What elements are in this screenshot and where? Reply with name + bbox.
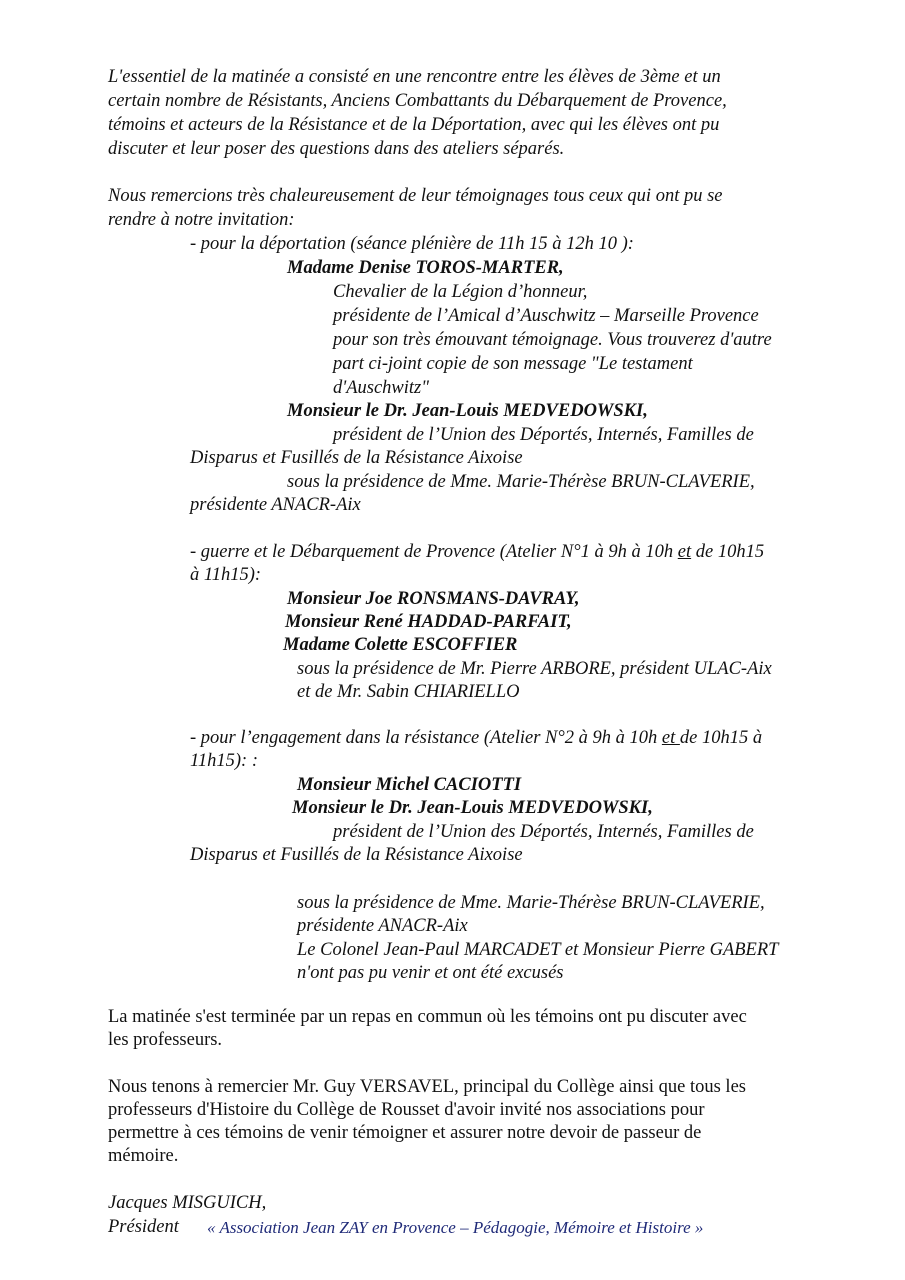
- witness-name: Monsieur le Dr. Jean-Louis MEDVEDOWSKI,: [292, 798, 653, 818]
- remerciement-line: mémoire.: [108, 1146, 179, 1166]
- engagement-heading: - pour l’engagement dans la résistance (Atelier N°2 à 9h à 10h et de 10h15 à: [190, 728, 763, 748]
- underlined-et: et: [677, 542, 692, 562]
- intro-line: témoins et acteurs de la Résistance et de la Déportation, avec qui les élèves ont pu: [108, 115, 720, 135]
- presidence-line: n'ont pas pu venir et ont été excusés: [297, 963, 564, 983]
- underlined-et: et: [661, 728, 680, 748]
- witness-detail: part ci-joint copie de son message "Le testament: [333, 354, 693, 374]
- presidence-line: présidente ANACR-Aix: [297, 916, 468, 936]
- witness-detail: Disparus et Fusillés de la Résistance Aixoise: [190, 448, 523, 468]
- witness-name: Madame Colette ESCOFFIER: [283, 635, 518, 655]
- witness-name: Monsieur Michel CACIOTTI: [297, 775, 522, 795]
- presidence-line: présidente ANACR-Aix: [190, 495, 361, 515]
- witness-detail: président de l’Union des Déportés, Internés, Familles de: [333, 822, 754, 842]
- thanks-line: Nous remercions très chaleureusement de leur témoignages tous ceux qui ont pu se: [108, 186, 723, 206]
- witness-name: Madame Denise TOROS-MARTER,: [287, 258, 564, 278]
- presidence-line: sous la présidence de Mme. Marie-Thérèse BRUN-CLAVERIE,: [297, 893, 765, 913]
- remerciement-line: professeurs d'Histoire du Collège de Rousset d'avoir invité nos associations pour: [108, 1100, 705, 1120]
- guerre-heading-cont: à 11h15):: [190, 565, 262, 585]
- remerciement-line: Nous tenons à remercier Mr. Guy VERSAVEL, principal du Collège ainsi que tous les: [108, 1077, 746, 1097]
- presidence-line: et de Mr. Sabin CHIARIELLO: [297, 682, 520, 702]
- signature-title: Président: [108, 1217, 179, 1237]
- presidence-line: sous la présidence de Mme. Marie-Thérèse BRUN-CLAVERIE,: [287, 472, 755, 492]
- intro-line: certain nombre de Résistants, Anciens Combattants du Débarquement de Provence,: [108, 91, 727, 111]
- intro-line: discuter et leur poser des questions dans des ateliers séparés.: [108, 139, 565, 159]
- witness-name: Monsieur Joe RONSMANS-DAVRAY,: [287, 589, 580, 609]
- witness-detail: président de l’Union des Déportés, Internés, Familles de: [333, 425, 754, 445]
- witness-detail: Disparus et Fusillés de la Résistance Aixoise: [190, 845, 523, 865]
- presidence-line: Le Colonel Jean-Paul MARCADET et Monsieur Pierre GABERT: [297, 940, 779, 960]
- guerre-heading: - guerre et le Débarquement de Provence (Atelier N°1 à 9h à 10h et de 10h15: [190, 542, 765, 562]
- remerciement-line: permettre à ces témoins de venir témoigner et assurer notre devoir de passeur de: [108, 1123, 702, 1143]
- witness-detail: d'Auschwitz": [333, 378, 430, 398]
- witness-detail: Chevalier de la Légion d’honneur,: [333, 282, 588, 302]
- intro-line: L'essentiel de la matinée a consisté en une rencontre entre les élèves de 3ème et un: [108, 67, 721, 87]
- deportation-heading: - pour la déportation (séance plénière de 11h 15 à 12h 10 ):: [190, 234, 634, 254]
- witness-detail: pour son très émouvant témoignage. Vous trouverez d'autre: [333, 330, 772, 350]
- repas-line: La matinée s'est terminée par un repas en commun où les témoins ont pu discuter avec: [108, 1007, 747, 1027]
- presidence-line: sous la présidence de Mr. Pierre ARBORE, président ULAC-Aix: [297, 659, 772, 679]
- signature-name: Jacques MISGUICH,: [108, 1193, 267, 1213]
- witness-name: Monsieur le Dr. Jean-Louis MEDVEDOWSKI,: [287, 401, 648, 421]
- thanks-line: rendre à notre invitation:: [108, 210, 295, 230]
- association-name: « Association Jean ZAY en Provence – Pédagogie, Mémoire et Histoire »: [207, 1218, 704, 1237]
- witness-name: Monsieur René HADDAD-PARFAIT,: [285, 612, 572, 632]
- witness-detail: présidente de l’Amical d’Auschwitz – Marseille Provence: [333, 306, 759, 326]
- repas-line: les professeurs.: [108, 1030, 223, 1050]
- engagement-heading-cont: 11h15): :: [190, 751, 258, 771]
